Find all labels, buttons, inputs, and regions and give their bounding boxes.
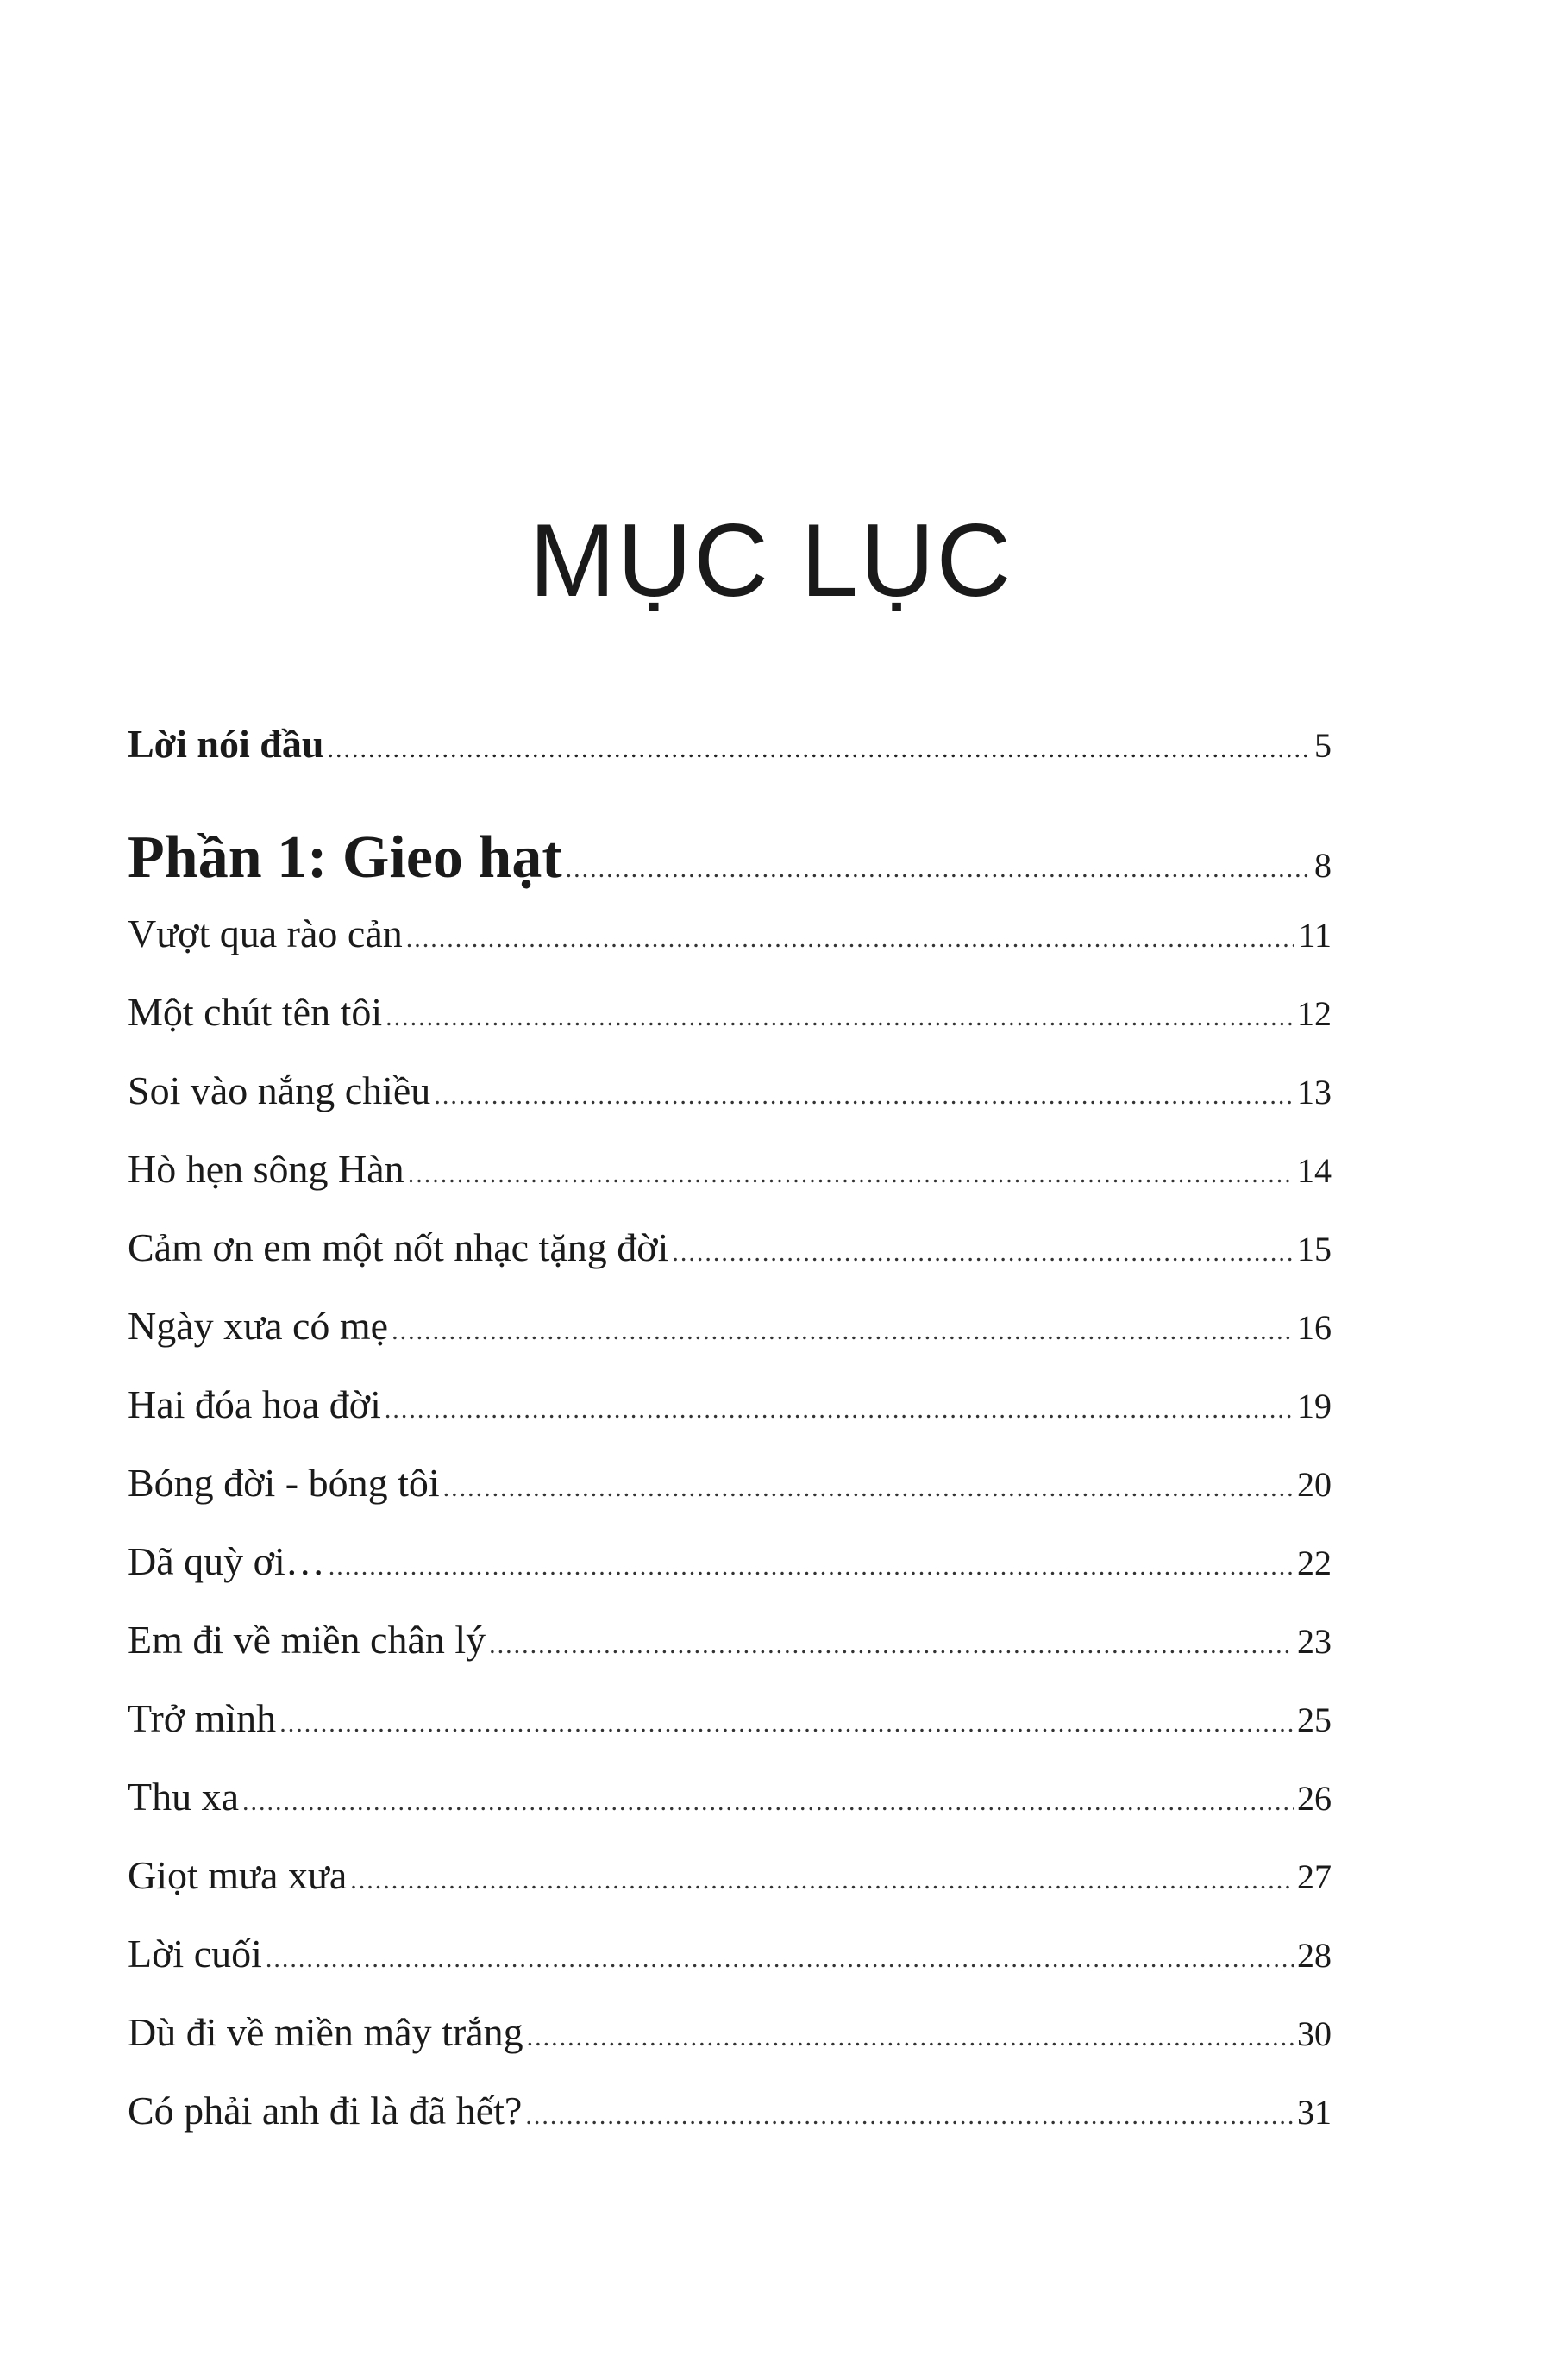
dot-leader xyxy=(385,1397,1294,1423)
toc-entry-title: Lời nói đầu xyxy=(128,722,324,766)
toc-entry-title: Soi vào nắng chiều xyxy=(128,1068,431,1112)
toc-entry-page: 15 xyxy=(1297,1230,1332,1268)
toc-entry xyxy=(128,1934,1332,1974)
dot-leader xyxy=(527,2025,1294,2051)
dot-leader xyxy=(406,926,1295,952)
toc-entry xyxy=(128,1777,1332,1817)
toc-entry-title: Thu xa xyxy=(128,1775,240,1819)
dot-leader xyxy=(392,1318,1294,1344)
toc-entry xyxy=(128,990,1332,1034)
dot-leader xyxy=(386,1005,1294,1030)
toc-entry-title: Bóng đời - bóng tôi xyxy=(128,1461,440,1505)
toc-entry-page: 13 xyxy=(1297,1073,1332,1112)
dot-leader xyxy=(266,1946,1294,1972)
toc-entry-title: Trở mình xyxy=(128,1696,277,1740)
toc-entry-page: 25 xyxy=(1297,1700,1332,1739)
toc-entry-title: Hò hẹn sông Hàn xyxy=(128,1147,404,1191)
toc-entry-title: Ngày xưa có mẹ xyxy=(128,1304,389,1348)
dot-leader xyxy=(525,2103,1294,2129)
toc-entry-title: Vượt qua rào cản xyxy=(128,911,403,955)
dot-leader xyxy=(672,1240,1294,1266)
toc-entry-page: 8 xyxy=(1314,846,1332,885)
toc-entry-page: 16 xyxy=(1297,1308,1332,1347)
dot-leader xyxy=(489,1632,1294,1658)
toc-entry xyxy=(128,1382,1332,1426)
dot-leader xyxy=(279,1711,1294,1737)
toc-entry xyxy=(128,724,1332,764)
toc-entry-page: 31 xyxy=(1297,2093,1332,2132)
dot-leader xyxy=(242,1789,1294,1815)
toc-entry-page: 5 xyxy=(1314,726,1332,765)
toc-entry xyxy=(128,1149,1332,1189)
toc-entry-title: Lời cuối xyxy=(128,1932,262,1976)
toc-entry-page: 11 xyxy=(1298,916,1332,955)
toc-entry-title: Dã quỳ ơi… xyxy=(128,1539,325,1583)
dot-leader xyxy=(443,1475,1294,1501)
toc-entry-title: Phần 1: Gieo hạt xyxy=(128,824,562,891)
toc-entry-page: 19 xyxy=(1297,1387,1332,1425)
toc-entry-page: 20 xyxy=(1297,1465,1332,1504)
toc-entry xyxy=(128,911,1332,955)
toc-entry xyxy=(128,1463,1332,1503)
toc-entry xyxy=(128,1620,1332,1660)
toc-entry xyxy=(128,1068,1332,1112)
toc-entry-page: 22 xyxy=(1297,1544,1332,1582)
toc-entry xyxy=(128,2010,1332,2054)
toc-entry-page: 26 xyxy=(1297,1779,1332,1818)
dot-leader xyxy=(329,1554,1294,1580)
dot-leader xyxy=(434,1083,1294,1109)
dot-leader xyxy=(566,856,1311,882)
dot-leader xyxy=(408,1162,1294,1187)
toc-entry xyxy=(128,2091,1332,2131)
toc-entry xyxy=(128,1853,1332,1897)
dot-leader xyxy=(350,1868,1294,1894)
toc-entry-page: 14 xyxy=(1297,1151,1332,1190)
page-title: MỤC LỤC xyxy=(529,503,1013,618)
toc-entry-title: Cảm ơn em một nốt nhạc tặng đời xyxy=(128,1225,669,1269)
toc-entry xyxy=(128,1696,1332,1740)
toc-part-heading xyxy=(128,824,1332,891)
toc-entry-page: 12 xyxy=(1297,994,1332,1033)
dot-leader xyxy=(327,736,1311,762)
toc-entry xyxy=(128,1225,1332,1269)
toc-entry xyxy=(128,1539,1332,1583)
toc-entry-title: Dù đi về miền mây trắng xyxy=(128,2010,523,2054)
toc-entry-page: 28 xyxy=(1297,1936,1332,1975)
toc-entry xyxy=(128,1306,1332,1346)
toc-entry-title: Em đi về miền chân lý xyxy=(128,1618,486,1662)
toc-entry-page: 30 xyxy=(1297,2014,1332,2053)
toc-entry-page: 27 xyxy=(1297,1857,1332,1896)
toc-entry-title: Có phải anh đi là đã hết? xyxy=(128,2089,523,2133)
toc-entry-page: 23 xyxy=(1297,1622,1332,1661)
toc-entry-title: Giọt mưa xưa xyxy=(128,1853,348,1897)
toc-entry-title: Hai đóa hoa đời xyxy=(128,1382,381,1426)
toc-entry-title: Một chút tên tôi xyxy=(128,990,383,1034)
